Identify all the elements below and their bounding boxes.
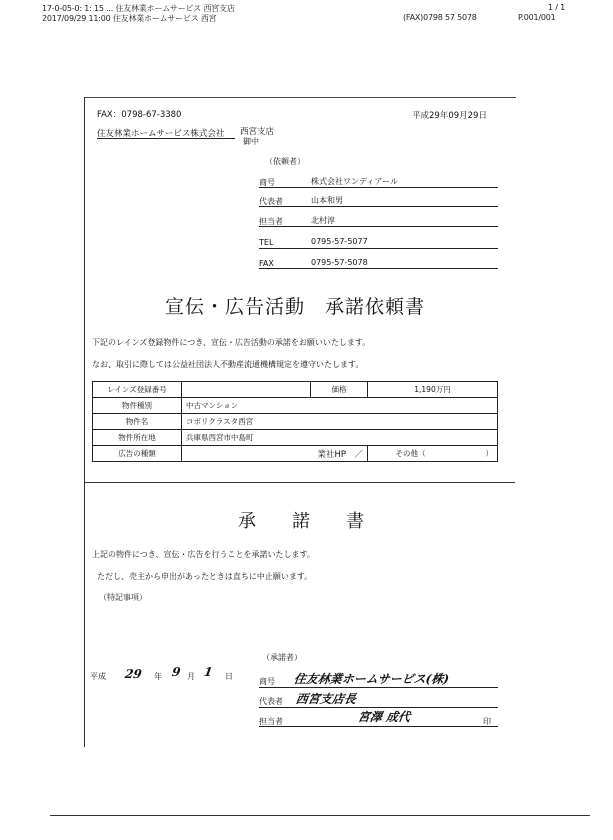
table-row (93, 430, 498, 446)
consent-title: 承 諾 書 (238, 511, 364, 532)
property-name-label: 物件名 (93, 414, 182, 430)
requester-representative: 山本和男 (311, 196, 343, 205)
requester-trade-name-label: 商号 (259, 178, 275, 187)
fax-header-line2: 2017/09/29 11:00 住友林業ホームサービス 西宮 (42, 14, 217, 23)
price-value: 1,190万円 (368, 382, 498, 398)
consent-date-day-unit: 日 (225, 672, 233, 681)
property-address-label: 物件所在地 (93, 430, 182, 446)
request-title: 宣伝・広告活動 承諾依頼書 (165, 296, 426, 318)
requester-contact: 北村淳 (311, 216, 335, 225)
requester-tel-label: TEL (259, 238, 274, 247)
intro-line-2: なお、取引に際しては公益社団法人不動産流通機構規定を遵守いたします。 (92, 360, 364, 369)
table-row (93, 382, 498, 398)
approver-contact: 宮澤 成代 (356, 710, 412, 724)
property-address: 兵庫県西宮市中島町 (182, 430, 498, 446)
consent-date-year: 29 (124, 667, 143, 681)
property-type-label: 物件種別 (93, 398, 182, 414)
approver-representative-label: 代表者 (259, 697, 283, 706)
property-name: コボリクラスタ西宮 (182, 414, 498, 430)
requester-trade-name: 株式会社ワンディアール (311, 177, 398, 186)
section-divider (84, 482, 515, 483)
requester-fax-label: FAX (259, 259, 274, 268)
fax-header-page-count: P.001/001 (518, 13, 556, 22)
intro-line-1: 下記のレインズ登録物件につき、宣伝・広告活動の承諾をお願いいたします。 (92, 338, 371, 347)
fax-number: FAX：0798-67-3380 (97, 110, 182, 120)
table-row (93, 398, 498, 414)
seal-mark: 印 (483, 717, 491, 726)
request-date: 平成29年09月29日 (412, 111, 487, 121)
reins-number (182, 382, 311, 398)
ad-type-other: その他（ ） (368, 446, 498, 462)
recipient-branch: 西宮支店 (240, 127, 275, 137)
property-type: 中古マンション (182, 398, 498, 414)
consent-line-2: ただし、売主から申出があったときは直ちに中止願います。 (97, 572, 313, 581)
price-label: 価格 (311, 382, 368, 398)
approver-trade-name-label: 商号 (259, 677, 275, 686)
approver-heading: （承諾者） (262, 653, 302, 662)
approver-representative: 西宮支店長 (294, 692, 357, 706)
fax-header-line1: 17-0-05-0: 1: 15 ... 住友林業ホームサービス 西宮支店 (42, 4, 235, 13)
requester-tel: 0795-57-5077 (311, 237, 368, 246)
property-table (92, 381, 498, 462)
consent-line-1: 上記の物件につき、宣伝・広告を行うことを承諾いたします。 (92, 550, 315, 559)
ad-type-label: 広告の種類 (93, 446, 182, 462)
table-row (93, 414, 498, 430)
consent-date-month-unit: 月 (187, 672, 195, 681)
consent-date-year-unit: 年 (154, 672, 162, 681)
recipient-honorific: 御中 (243, 137, 259, 146)
approver-trade-name: 住友林業ホームサービス(株) (292, 672, 451, 686)
reins-number-label: レインズ登録番号 (93, 382, 182, 398)
requester-fax: 0795-57-5078 (311, 258, 368, 267)
consent-date-month: 9 (171, 665, 182, 679)
requester-heading: （依頼者） (265, 157, 305, 166)
consent-date-day: 1 (203, 665, 214, 679)
special-notes-label: （特記事項） (99, 593, 147, 602)
requester-contact-label: 担当者 (259, 217, 283, 226)
recipient-company: 住友林業ホームサービス株式会社 (97, 129, 225, 139)
page-bottom-line (50, 815, 590, 816)
requester-representative-label: 代表者 (259, 197, 283, 206)
consent-date-era: 平成 (90, 672, 106, 681)
table-row (93, 446, 498, 462)
fax-header-number: (FAX)0798 57 5078 (403, 13, 477, 22)
approver-contact-label: 担当者 (259, 717, 283, 726)
ad-type: 業社HP ／ (182, 446, 368, 462)
fax-header-page: 1 / 1 (548, 3, 565, 12)
